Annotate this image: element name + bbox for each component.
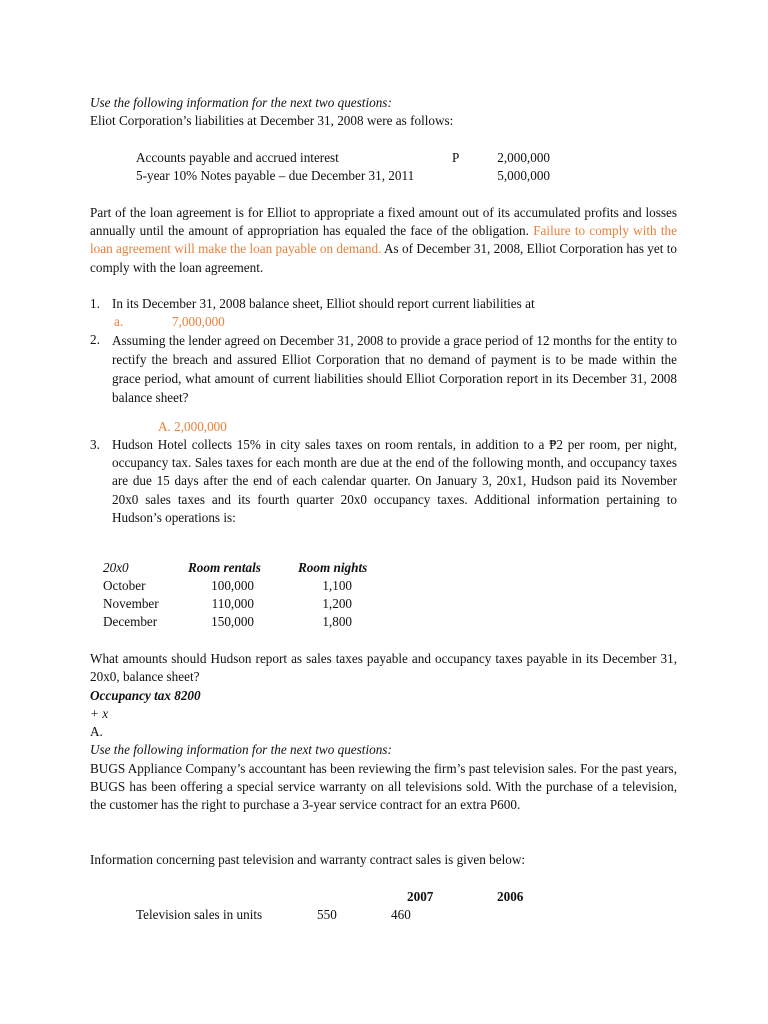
section-intro: Use the following information for the next two questions: <box>90 95 392 110</box>
table-cell: 1,100 <box>322 578 352 593</box>
answer-value: 7,000,000 <box>172 314 225 329</box>
year-header: 2006 <box>497 889 524 904</box>
highlighted-text: Failure to comply with the loan agreement will make the loan payable on demand. <box>90 223 677 257</box>
section-intro: Use the following information for the next two questions: <box>90 742 392 757</box>
sales-value: 460 <box>391 907 411 922</box>
year-header: 2007 <box>407 889 434 904</box>
table-cell: 1,200 <box>322 596 352 611</box>
table-cell: December <box>103 614 158 629</box>
liability-currency: P <box>452 150 460 165</box>
liability-label: 5-year 10% Notes payable – due December 31, 2011 <box>136 168 415 183</box>
bugs-paragraph: BUGS Appliance Company’s accountant has been reviewing the firm’s past television sales. For the past years, BUGS has been offering a special service warranty on all televisions sold. With the purchase of a television, the customer has the right to purchase a 3-year service contract for an extra P600. <box>90 761 677 812</box>
question-number: 2. <box>90 332 100 347</box>
question-number: 1. <box>90 296 100 311</box>
answer-note: A. <box>90 724 103 739</box>
table-header: Room rentals <box>188 560 261 575</box>
question-text: Assuming the lender agreed on December 31, 2008 to provide a grace period of 12 months for the entity to rectify the breach and assured Elliot Corporation that no demand of payment is to be made within the grace period, what amount of current liabilities should Elliot Corporation report in its December 31, 2008 balance sheet? <box>112 333 677 405</box>
paragraph-text: As of December 31, 2008, Elliot Corporation has yet to comply with the loan agreement. <box>90 241 677 275</box>
table-cell: 100,000 <box>211 578 254 593</box>
occupancy-note: Occupancy tax 8200 <box>90 688 201 703</box>
liability-amount: 5,000,000 <box>497 168 550 183</box>
question-number: 3. <box>90 437 100 452</box>
table-header: Room nights <box>298 560 368 575</box>
answer-letter: a. <box>114 314 124 329</box>
section-heading: Eliot Corporation’s liabilities at December 31, 2008 were as follows: <box>90 113 454 128</box>
question-text: Hudson Hotel collects 15% in city sales taxes on room rentals, in addition to a ₱2 per room, per night, occupancy tax. Sales taxes for each month are due at the end of the following month, and occupancy taxes are due 15 days after the end of each calendar quarter. On January 3, 20x1, Hudson paid its November 20x0 sales taxes and its fourth quarter 20x0 occupancy taxes. Additional information pertaining to Hudson’s operations is: <box>112 437 677 525</box>
question-text: In its December 31, 2008 balance sheet, Elliot should report current liabilities at <box>112 296 535 311</box>
table-cell: 150,000 <box>211 614 254 629</box>
answer-text: A. 2,000,000 <box>158 419 227 434</box>
sales-row-label: Television sales in units <box>136 907 263 922</box>
liability-label: Accounts payable and accrued interest <box>136 150 339 165</box>
sales-value: 550 <box>317 907 337 922</box>
bugs-info-line: Information concerning past television and warranty contract sales is given below: <box>90 852 526 867</box>
table-header: 20x0 <box>103 560 129 575</box>
liability-amount: 2,000,000 <box>497 150 550 165</box>
paragraph-text: Part of the loan agreement is for Elliot to appropriate a fixed amount out of its accumulated profits and losses annually until the amount of appropriation has equaled the face of the obligation. <box>90 205 677 239</box>
plus-note: + x <box>90 706 109 721</box>
table-cell: 1,800 <box>322 614 352 629</box>
table-cell: November <box>103 596 159 611</box>
table-cell: October <box>103 578 146 593</box>
table-cell: 110,000 <box>211 596 254 611</box>
hudson-question: What amounts should Hudson report as sales taxes payable and occupancy taxes payable in its December 31, 20x0, balance sheet? <box>90 651 677 685</box>
loan-agreement-paragraph <box>90 204 677 277</box>
